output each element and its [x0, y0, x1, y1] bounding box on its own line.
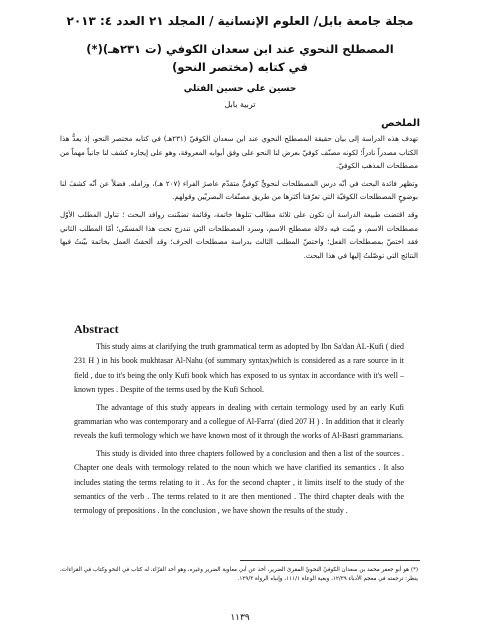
journal-header: مجلة جامعة بابل/ العلوم الإنسانية / المجلد ٢١ العدد ٤: ٢٠١٣ [66, 14, 414, 28]
author-affiliation: تربية بابل [224, 100, 256, 109]
footnote: (*) هو أبو جعفر محمد بن سعدان الكوفيّ النحويّ المقرئ الضرير، أخذ عن أبي معاوية الضرير وغيره، وهو أحد القرّاء، له كتاب في النحو وكتاب في القراءات، ينظر: ترجمته في معجم الأدباء ١٢/٣٩، وبغية الوعاة ١١١/١، وإنباه الرواة ١٣٩/٣. [60, 567, 418, 582]
english-abstract-heading: Abstract [74, 322, 119, 336]
arabic-abstract [60, 132, 418, 266]
english-abstract-paragraph: The advantage of this study appears in dealing with certain termology used by an early Kufi grammarian who was contemporary and a collegue of Al-Farra' (died 207 H ) . In addition that it clearly reveals the kufi termology which we have known most of it through the works of Al-Basri grammarians. [74, 402, 404, 441]
english-abstract-paragraph: This study aims at clarifying the truth grammatical term as adopted by Ibn Sa'dan AL-Kufi ( died 231 H ) in his book mukhtasar Al-Nahu (of summary syntax)which is considered as a rare source in it field , due to it's being the only Kufi book which has exposed to us syntax in accordance with it's well – known types . Despite of the terms used by the Kufi School. [74, 342, 404, 395]
arabic-abstract-heading: الملخص [381, 118, 420, 129]
english-abstract-paragraph: This study is divided into three chapters followed by a conclusion and then a list of the sources . Chapter one deals with termology related to the noun which we have clarified its semantics . It also includes stating the terms relating to it . As for the second chapter , it limits itself to the study of the semantics of the verb . The terms related to it are then mentioned . The third chapter deals with the termology of prepositions . In the conclusion , we have shown the results of the study . [74, 448, 404, 516]
arabic-abstract-paragraph: تهدف هذه الدراسة إلى بيان حقيقة المصطلح النحوي عند ابن سعدان الكوفيّ (٢٣١هـ) في كتابه مختصر النحو، إذ يعدُّ هذا الكتاب مصدراً نادراً؛ لكونه مصنّف كوفيّ بعرض لنا النحو على وفق أبوابه المعروفة، وهو على إيجازه كشف لنا جانباً مهماً من مصطلحات المذهب الكوفيّ. [60, 134, 418, 171]
arabic-abstract-paragraph: وقد اقتضت طبيعة الدراسة أن تكون على ثلاثة مطالب تتلوها خاتمة، وقائمة تضمّنت روافد البحث ؛ تناول المطلب الأوّل مصطلحات الاسم، و بيّنت فيه دلالة مصطلح الاسم، وسرد المصطلحات التي تندرج تحت هذا المسمّى؛ أمّا المطلب الثاني فقد اختصّ بمصطلحات الفعل؛ واختصّ المطلب الثالث بدراسة مصطلحات الحرف؛ وقد ألحقتُ العمل بخاتمة بيّنتُ فيها النتائج التي توصّلتُ إليها في هذا البحث. [60, 209, 418, 260]
article-title-line-1: المصطلح النحوي عند ابن سعدان الكوفي (ت ٢٣١هـ)(*) [86, 42, 394, 56]
page-number: ١١٣٩ [230, 612, 250, 622]
arabic-abstract-paragraph: وتظهر فائدة البحث في أنّه درس المصطلحات لنحويٍّ كوفيٍّ متقدّم عاصرَ الفراء (٢٠٧ هـ)، وزامله. فضلاً عن أنّه كشفَ لنا بوضوحٍ المصطلحات الكوفيّة التي تعرّفنا أكثرها من طريق مصنّفات البصريّين وقولهم. [60, 178, 418, 202]
article-title-line-2: في كتابه (مختصر النحو) [172, 60, 308, 74]
english-abstract [74, 340, 404, 522]
footnote-divider [240, 560, 420, 561]
article-title [30, 40, 450, 76]
author-name: حسين علي حسين الفتلي [183, 84, 297, 94]
